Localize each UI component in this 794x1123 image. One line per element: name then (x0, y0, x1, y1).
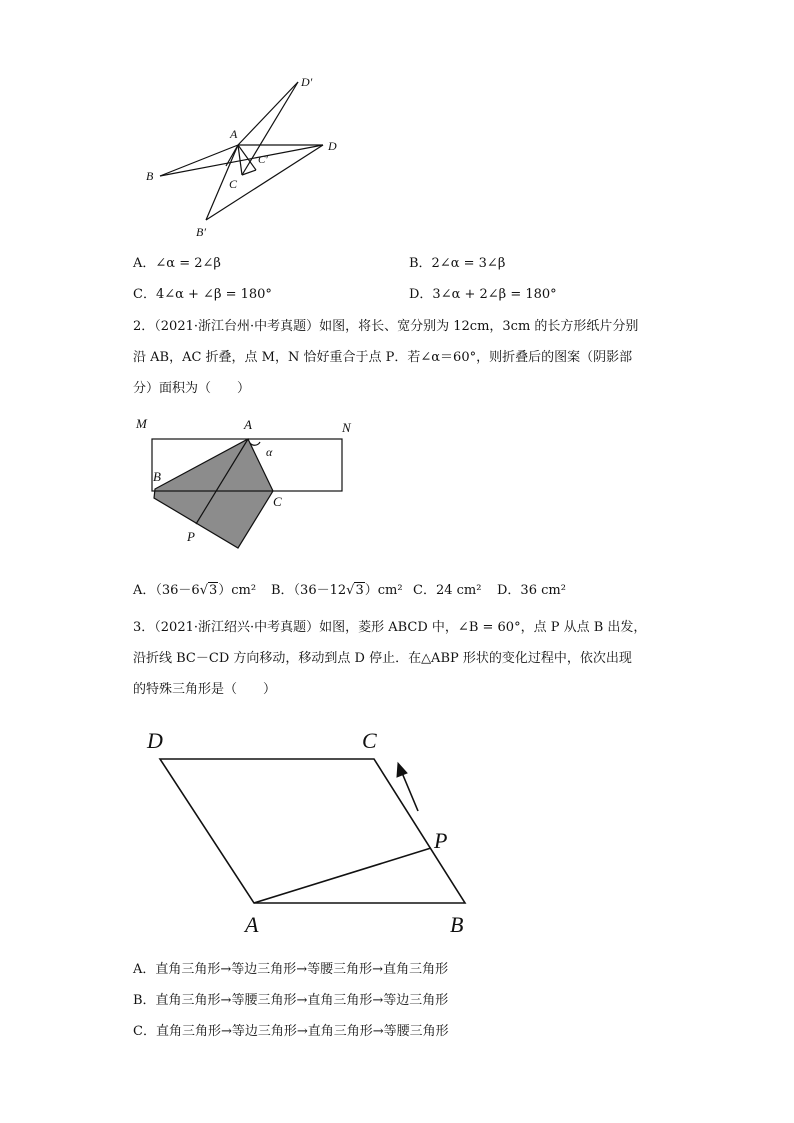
q2-option-b (271, 583, 403, 599)
fig1-label-d: D (328, 139, 337, 153)
q3-stem-line-3: 的特殊三角形是（ ） (133, 682, 277, 697)
q1-option-c: C．4∠α + ∠β = 180° (133, 287, 272, 302)
q3-option-b: B．直角三角形→等腰三角形→直角三角形→等边三角形 (133, 993, 449, 1008)
fig2-label-b: B (153, 469, 161, 484)
radical-sign-icon: √ (199, 583, 208, 598)
fig1-label-c: C (229, 177, 238, 191)
q2-stem-line-2: 沿 AB，AC 折叠，点 M，N 恰好重合于点 P．若∠α＝60°，则折叠后的图案（阴影部 (133, 350, 633, 365)
fig3-label-p: P (434, 828, 448, 853)
fig3-label-c: C (362, 728, 377, 753)
fig1-label-b-prime: B′ (196, 225, 206, 239)
fig2-label-m: M (136, 416, 147, 431)
fig2-label-c: C (273, 494, 282, 509)
q2-option-d: D．36 cm² (497, 583, 566, 598)
q3-option-c: C．直角三角形→等边三角形→直角三角形→等腰三角形 (133, 1024, 449, 1039)
fig3-label-a: A (245, 912, 259, 937)
q2-option-a-radicand: 3 (209, 583, 218, 598)
fig3-label-d: D (147, 728, 163, 753)
fig1-label-a: A (230, 127, 238, 141)
fig2-label-p: P (187, 529, 195, 544)
radical-sign-icon: √ (346, 583, 355, 598)
figure-folded-rectangle (130, 410, 360, 560)
q2-option-b-pre: B．（36－12 (271, 583, 347, 598)
figure-folded-triangles (130, 70, 360, 245)
q2-option-b-post: ）cm² (364, 583, 403, 598)
q2-stem-line-1: 2．（2021·浙江台州·中考真题）如图，将长、宽分别为 12cm，3cm 的长方形纸片分别 (133, 319, 639, 334)
figure-rhombus (140, 720, 490, 945)
q2-option-a (133, 583, 256, 599)
q2-option-b-radicand: 3 (355, 583, 364, 598)
fig2-label-n: N (342, 420, 351, 435)
fig2-label-a: A (244, 417, 252, 432)
q2-option-a-pre: A．（36－6 (133, 583, 200, 598)
fig1-label-c-prime: C′ (258, 154, 268, 166)
fig1-label-b: B (146, 169, 154, 183)
fig1-label-d-prime: D′ (301, 75, 313, 89)
q3-stem-line-2: 沿折线 BC－CD 方向移动，移动到点 D 停止．在△ABP 形状的变化过程中，依次出现 (133, 651, 632, 666)
q2-stem-line-3: 分）面积为（ ） (133, 381, 251, 396)
q1-option-a: A．∠α = 2∠β (133, 256, 221, 271)
q2-option-a-post: ）cm² (218, 583, 257, 598)
q1-option-b: B．2∠α = 3∠β (409, 256, 506, 271)
q3-option-a: A．直角三角形→等边三角形→等腰三角形→直角三角形 (133, 962, 449, 977)
q1-option-d: D．3∠α + 2∠β = 180° (409, 287, 557, 302)
fig3-label-b: B (450, 912, 464, 937)
q3-stem-line-1: 3．（2021·浙江绍兴·中考真题）如图，菱形 ABCD 中，∠B = 60°，点 P 从点 B 出发， (133, 620, 647, 635)
q2-option-c: C．24 cm² (413, 583, 482, 598)
fig2-label-alpha: α (266, 445, 273, 459)
